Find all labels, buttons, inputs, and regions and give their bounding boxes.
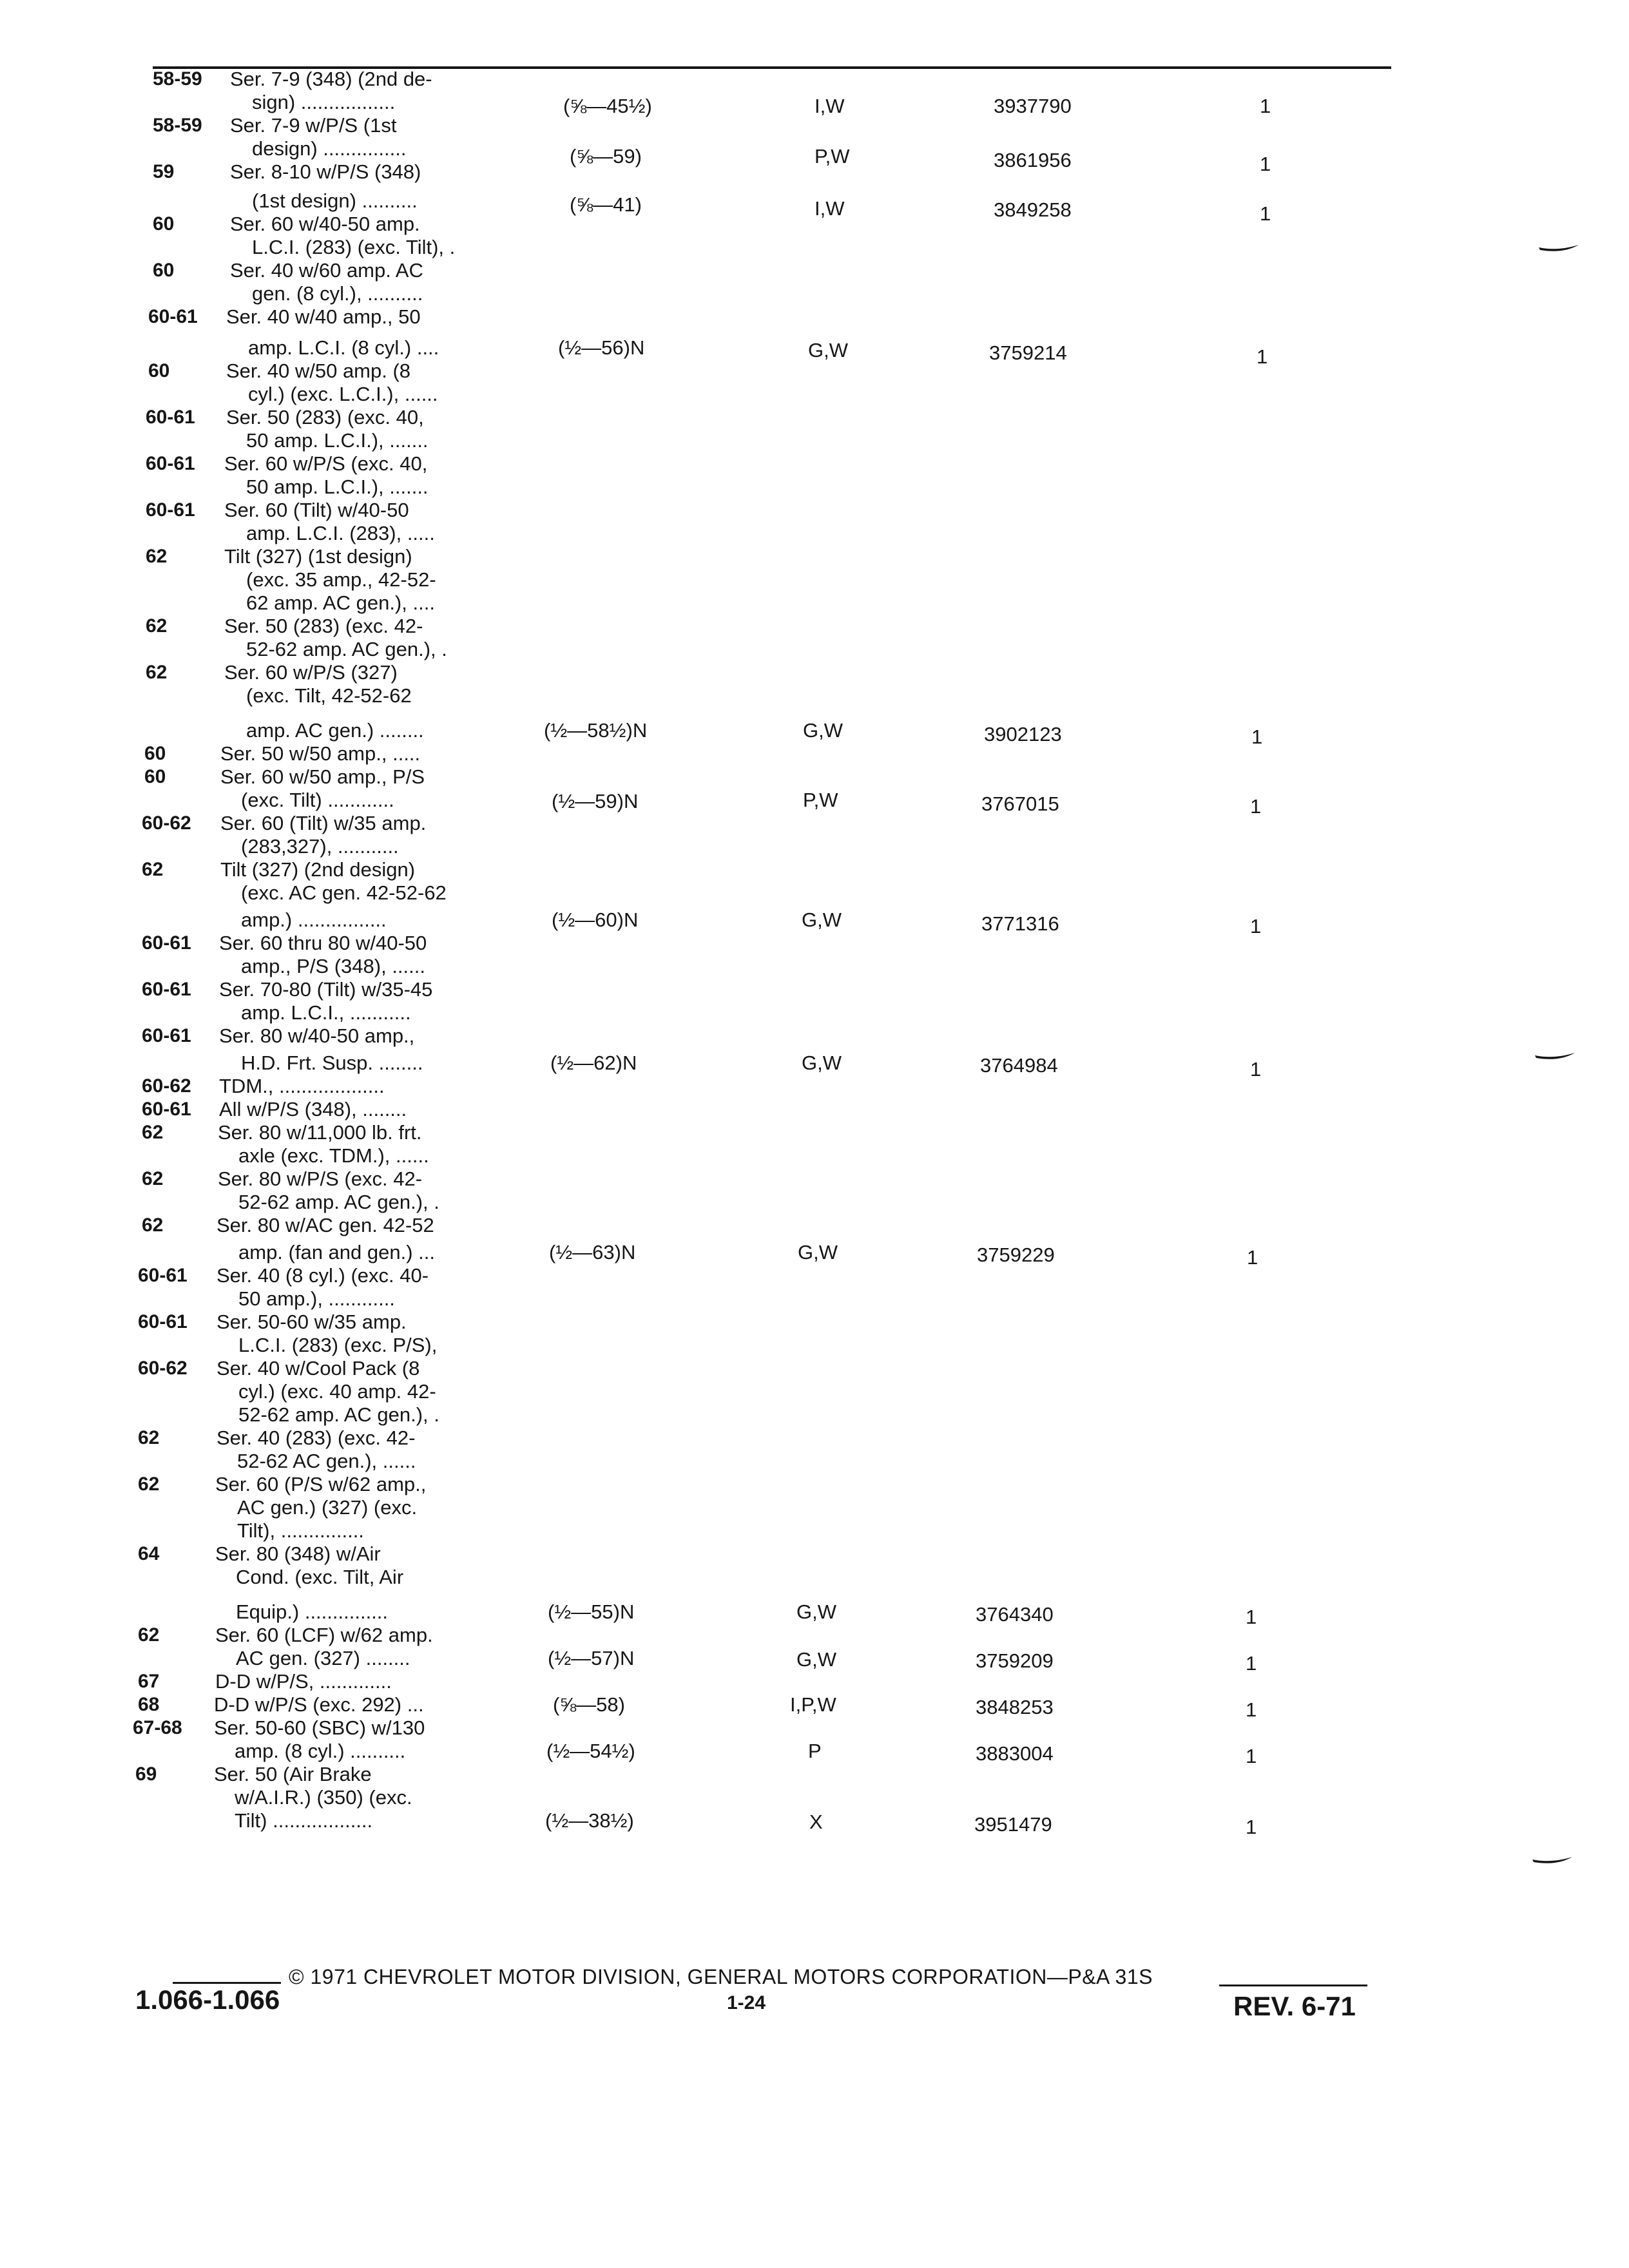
quantity-cell: 1 bbox=[1246, 1606, 1257, 1628]
type-cell: P,W bbox=[815, 145, 850, 168]
year-range: 62 bbox=[138, 1427, 160, 1448]
application-text: amp. L.C.I. (283), ..... bbox=[246, 522, 435, 544]
application-text: Equip.) ............... bbox=[236, 1600, 389, 1623]
part-number-cell: 3759214 bbox=[989, 341, 1067, 364]
table-row bbox=[0, 1809, 1629, 1906]
year-range: 60 bbox=[153, 260, 175, 281]
type-cell: I,W bbox=[815, 95, 845, 117]
application-text: Ser. 70-80 (Tilt) w/35-45 bbox=[219, 978, 433, 1001]
part-number-cell: 3951479 bbox=[974, 1813, 1052, 1836]
application-text: Tilt (327) (2nd design) bbox=[220, 858, 416, 881]
type-cell: I,P,W bbox=[790, 1693, 836, 1716]
table-row bbox=[0, 1052, 1629, 1236]
ratio-cell: (½—60)N bbox=[552, 908, 639, 931]
application-text: TDM., ................... bbox=[219, 1075, 385, 1097]
binder-mark bbox=[1531, 1856, 1574, 1866]
type-cell: G,W bbox=[803, 719, 843, 742]
application-text: (exc. AC gen. 42-52-62 bbox=[241, 881, 447, 904]
year-range: 64 bbox=[138, 1543, 160, 1564]
part-number-cell: 3767015 bbox=[981, 793, 1059, 815]
application-text: Ser. 60 (LCF) w/62 amp. bbox=[215, 1624, 433, 1646]
year-range: 58-59 bbox=[153, 68, 202, 90]
application-text: Ser. 60 (Tilt) w/40-50 bbox=[224, 499, 409, 521]
part-number-cell: 3902123 bbox=[984, 723, 1062, 745]
year-range: 60 bbox=[144, 743, 166, 764]
footer-copyright: © 1971 CHEVROLET MOTOR DIVISION, GENERAL MOTORS CORPORATION—P&A 31S bbox=[289, 1965, 1153, 1988]
type-cell: G,W bbox=[796, 1648, 836, 1671]
page-number: 1-24 bbox=[727, 1992, 766, 2013]
quantity-cell: 1 bbox=[1246, 1745, 1257, 1767]
application-text: 52-62 amp. AC gen.), . bbox=[246, 638, 447, 660]
application-text: Ser. 40 w/40 amp., 50 bbox=[226, 305, 421, 328]
year-range: 60 bbox=[148, 360, 170, 381]
application-text: 52-62 AC gen.), ...... bbox=[237, 1450, 416, 1472]
quantity-cell: 1 bbox=[1260, 202, 1271, 225]
application-text: D-D w/P/S (exc. 292) ... bbox=[214, 1693, 424, 1716]
application-text: Ser. 40 w/Cool Pack (8 bbox=[217, 1357, 420, 1379]
application-text: AC gen. (327) ........ bbox=[236, 1647, 410, 1669]
application-text: amp.) ................ bbox=[241, 908, 387, 931]
part-number-cell: 3764984 bbox=[980, 1054, 1058, 1077]
application-text: amp., P/S (348), ...... bbox=[241, 955, 425, 977]
part-number-cell: 3759229 bbox=[977, 1244, 1055, 1266]
quantity-cell: 1 bbox=[1246, 1816, 1257, 1838]
year-range: 62 bbox=[142, 859, 164, 880]
application-text: (exc. 35 amp., 42-52- bbox=[246, 568, 436, 591]
year-range: 59 bbox=[153, 161, 175, 182]
application-text: Ser. 80 w/11,000 lb. frt. bbox=[218, 1121, 422, 1144]
ratio-cell: (½—57)N bbox=[548, 1647, 635, 1669]
application-text: Ser. 40 (8 cyl.) (exc. 40- bbox=[217, 1264, 429, 1287]
application-text: cyl.) (exc. L.C.I.), ...... bbox=[248, 383, 438, 405]
ratio-cell: (⅝—41) bbox=[570, 193, 642, 216]
year-range: 60 bbox=[153, 213, 175, 235]
application-text: Ser. 50 (283) (exc. 42- bbox=[224, 615, 423, 637]
ratio-cell: (⅝—59) bbox=[570, 145, 642, 168]
part-number-cell: 3848253 bbox=[976, 1696, 1054, 1718]
year-range: 60-61 bbox=[142, 979, 191, 1000]
application-text: 50 amp.), ............ bbox=[238, 1287, 395, 1310]
footer-rule-left bbox=[173, 1982, 281, 1984]
application-text: axle (exc. TDM.), ...... bbox=[238, 1144, 429, 1167]
year-range: 60-61 bbox=[146, 453, 195, 474]
application-text: L.C.I. (283) (exc. P/S), bbox=[238, 1334, 438, 1356]
application-text: Ser. 80 (348) w/Air bbox=[215, 1542, 381, 1565]
year-range: 67 bbox=[138, 1671, 160, 1692]
year-range: 60-61 bbox=[146, 499, 195, 521]
application-text: 50 amp. L.C.I.), ....... bbox=[246, 429, 429, 452]
year-range: 62 bbox=[142, 1122, 164, 1143]
year-range: 67-68 bbox=[133, 1717, 182, 1738]
ratio-cell: (½—63)N bbox=[549, 1241, 636, 1264]
year-range: 68 bbox=[138, 1694, 160, 1715]
application-text: 50 amp. L.C.I.), ....... bbox=[246, 476, 429, 498]
application-text: AC gen.) (327) (exc. bbox=[237, 1496, 418, 1519]
part-number-cell: 3883004 bbox=[976, 1742, 1054, 1765]
part-number-cell: 3771316 bbox=[981, 912, 1059, 935]
ratio-cell: (½—55)N bbox=[548, 1600, 635, 1623]
part-number-cell: 3759209 bbox=[976, 1649, 1054, 1672]
application-text: 62 amp. AC gen.), .... bbox=[246, 591, 435, 614]
application-text: Ser. 50-60 (SBC) w/130 bbox=[214, 1716, 425, 1739]
application-text: (283,327), ........... bbox=[241, 835, 399, 858]
quantity-cell: 1 bbox=[1250, 795, 1262, 818]
ratio-cell: (½—56)N bbox=[558, 336, 645, 359]
year-range: 60-61 bbox=[138, 1311, 188, 1332]
year-range: 60-61 bbox=[138, 1265, 188, 1286]
year-range: 62 bbox=[146, 546, 168, 567]
application-text: Ser. 50-60 w/35 amp. bbox=[217, 1311, 407, 1333]
footer-rule-right bbox=[1219, 1984, 1367, 1986]
application-text: Ser. 60 w/50 amp., P/S bbox=[220, 765, 425, 788]
type-cell: G,W bbox=[802, 908, 842, 931]
application-text: Ser. 50 (Air Brake bbox=[214, 1763, 372, 1785]
year-range: 60-61 bbox=[142, 932, 191, 954]
ratio-cell: (½—62)N bbox=[550, 1052, 637, 1074]
year-range: 62 bbox=[146, 615, 168, 637]
application-text: Ser. 40 w/50 amp. (8 bbox=[226, 360, 411, 382]
year-range: 62 bbox=[142, 1168, 164, 1189]
quantity-cell: 1 bbox=[1250, 1058, 1262, 1081]
application-text: Ser. 60 thru 80 w/40-50 bbox=[219, 932, 427, 954]
application-text: Ser. 40 (283) (exc. 42- bbox=[217, 1427, 416, 1449]
application-text: Ser. 60 w/P/S (exc. 40, bbox=[224, 452, 428, 475]
year-range: 62 bbox=[142, 1215, 164, 1236]
year-range: 60-62 bbox=[142, 812, 191, 834]
type-cell: I,W bbox=[815, 197, 845, 220]
table-row bbox=[0, 789, 1629, 904]
type-cell: G,W bbox=[796, 1600, 836, 1623]
application-text: 52-62 amp. AC gen.), . bbox=[238, 1191, 439, 1213]
year-range: 60-61 bbox=[142, 1025, 191, 1046]
application-text: L.C.I. (283) (exc. Tilt), . bbox=[252, 236, 456, 258]
application-text: amp. AC gen.) ........ bbox=[246, 719, 424, 742]
application-text: D-D w/P/S, ............. bbox=[215, 1670, 392, 1693]
part-number-cell: 3937790 bbox=[994, 95, 1072, 117]
application-text: Ser. 60 (P/S w/62 amp., bbox=[215, 1473, 427, 1495]
application-text: cyl.) (exc. 40 amp. 42- bbox=[238, 1380, 436, 1403]
ratio-cell: (½—58½)N bbox=[544, 719, 648, 742]
application-text: amp. L.C.I. (8 cyl.) .... bbox=[248, 336, 439, 359]
application-text: (exc. Tilt) ............ bbox=[241, 789, 394, 811]
ratio-cell: (⅝—45½) bbox=[563, 95, 652, 117]
quantity-cell: 1 bbox=[1250, 915, 1262, 937]
application-text: Ser. 7-9 w/P/S (1st bbox=[230, 114, 397, 137]
table-row bbox=[0, 1241, 1629, 1588]
year-range: 62 bbox=[138, 1624, 160, 1646]
application-text: 52-62 amp. AC gen.), . bbox=[238, 1403, 439, 1426]
year-range: 60-62 bbox=[138, 1358, 188, 1379]
type-cell: P bbox=[808, 1740, 822, 1762]
quantity-cell: 1 bbox=[1246, 1652, 1257, 1675]
application-text: Ser. 60 w/40-50 amp. bbox=[230, 213, 420, 235]
type-cell: G,W bbox=[802, 1052, 842, 1074]
application-text: Ser. 7-9 (348) (2nd de- bbox=[230, 68, 432, 90]
application-text: amp. (8 cyl.) .......... bbox=[235, 1740, 406, 1762]
application-text: gen. (8 cyl.), .......... bbox=[252, 282, 423, 305]
type-cell: G,W bbox=[808, 339, 848, 361]
application-text: All w/P/S (348), ........ bbox=[219, 1098, 407, 1120]
quantity-cell: 1 bbox=[1246, 1698, 1257, 1721]
year-range: 62 bbox=[138, 1474, 160, 1495]
application-text: Tilt), ............... bbox=[237, 1519, 364, 1542]
part-number-cell: 3849258 bbox=[994, 198, 1072, 221]
table-row bbox=[0, 336, 1629, 707]
ratio-cell: (½—38½) bbox=[545, 1809, 634, 1832]
quantity-cell: 1 bbox=[1260, 95, 1271, 117]
year-range: 60-61 bbox=[142, 1099, 191, 1120]
type-cell: P,W bbox=[803, 789, 838, 811]
revision: REV. 6-71 bbox=[1233, 1991, 1356, 2021]
year-range: 69 bbox=[135, 1763, 157, 1785]
year-range: 60-61 bbox=[148, 306, 198, 327]
application-text: amp. (fan and gen.) ... bbox=[238, 1241, 436, 1264]
application-text: Tilt (327) (1st design) bbox=[224, 545, 412, 568]
year-range: 62 bbox=[146, 662, 168, 683]
application-text: Ser. 80 w/40-50 amp., bbox=[219, 1024, 415, 1047]
application-text: Cond. (exc. Tilt, Air bbox=[236, 1566, 404, 1588]
binder-mark bbox=[1537, 244, 1580, 254]
application-text: Tilt) .................. bbox=[235, 1809, 373, 1832]
table-row bbox=[0, 189, 1629, 328]
application-text: Ser. 80 w/P/S (exc. 42- bbox=[218, 1168, 423, 1190]
quantity-cell: 1 bbox=[1251, 726, 1263, 748]
application-text: sign) ................. bbox=[252, 91, 396, 113]
quantity-cell: 1 bbox=[1247, 1246, 1258, 1269]
application-text: w/A.I.R.) (350) (exc. bbox=[235, 1786, 412, 1809]
ratio-cell: (⅝—58) bbox=[553, 1693, 625, 1716]
application-text: Ser. 50 w/50 amp., ..... bbox=[220, 742, 421, 765]
table-row bbox=[0, 908, 1629, 1047]
year-range: 60-62 bbox=[142, 1075, 191, 1097]
quantity-cell: 1 bbox=[1260, 153, 1271, 175]
application-text: Ser. 40 w/60 amp. AC bbox=[230, 259, 423, 282]
application-text: Ser. 8-10 w/P/S (348) bbox=[230, 160, 421, 183]
application-text: (1st design) .......... bbox=[252, 189, 418, 212]
binder-mark bbox=[1534, 1052, 1576, 1062]
application-text: Ser. 60 w/P/S (327) bbox=[224, 661, 398, 684]
year-range: 60 bbox=[144, 766, 166, 787]
application-text: Ser. 60 (Tilt) w/35 amp. bbox=[220, 812, 427, 834]
application-text: (exc. Tilt, 42-52-62 bbox=[246, 684, 412, 707]
ratio-cell: (½—54½) bbox=[546, 1740, 635, 1762]
application-text: Ser. 50 (283) (exc. 40, bbox=[226, 406, 424, 428]
application-text: amp. L.C.I., ........... bbox=[241, 1001, 411, 1024]
part-number-cell: 3764340 bbox=[976, 1603, 1054, 1626]
quantity-cell: 1 bbox=[1257, 345, 1268, 368]
application-text: H.D. Frt. Susp. ........ bbox=[241, 1052, 423, 1074]
footer-code: 1.066-1.066 bbox=[135, 1984, 280, 2015]
application-text: design) ............... bbox=[252, 137, 407, 160]
year-range: 58-59 bbox=[153, 115, 202, 136]
ratio-cell: (½—59)N bbox=[552, 790, 639, 812]
part-number-cell: 3861956 bbox=[994, 149, 1072, 171]
year-range: 60-61 bbox=[146, 407, 195, 428]
type-cell: G,W bbox=[798, 1241, 838, 1264]
application-text: Ser. 80 w/AC gen. 42-52 bbox=[217, 1214, 434, 1236]
type-cell: X bbox=[809, 1811, 823, 1833]
